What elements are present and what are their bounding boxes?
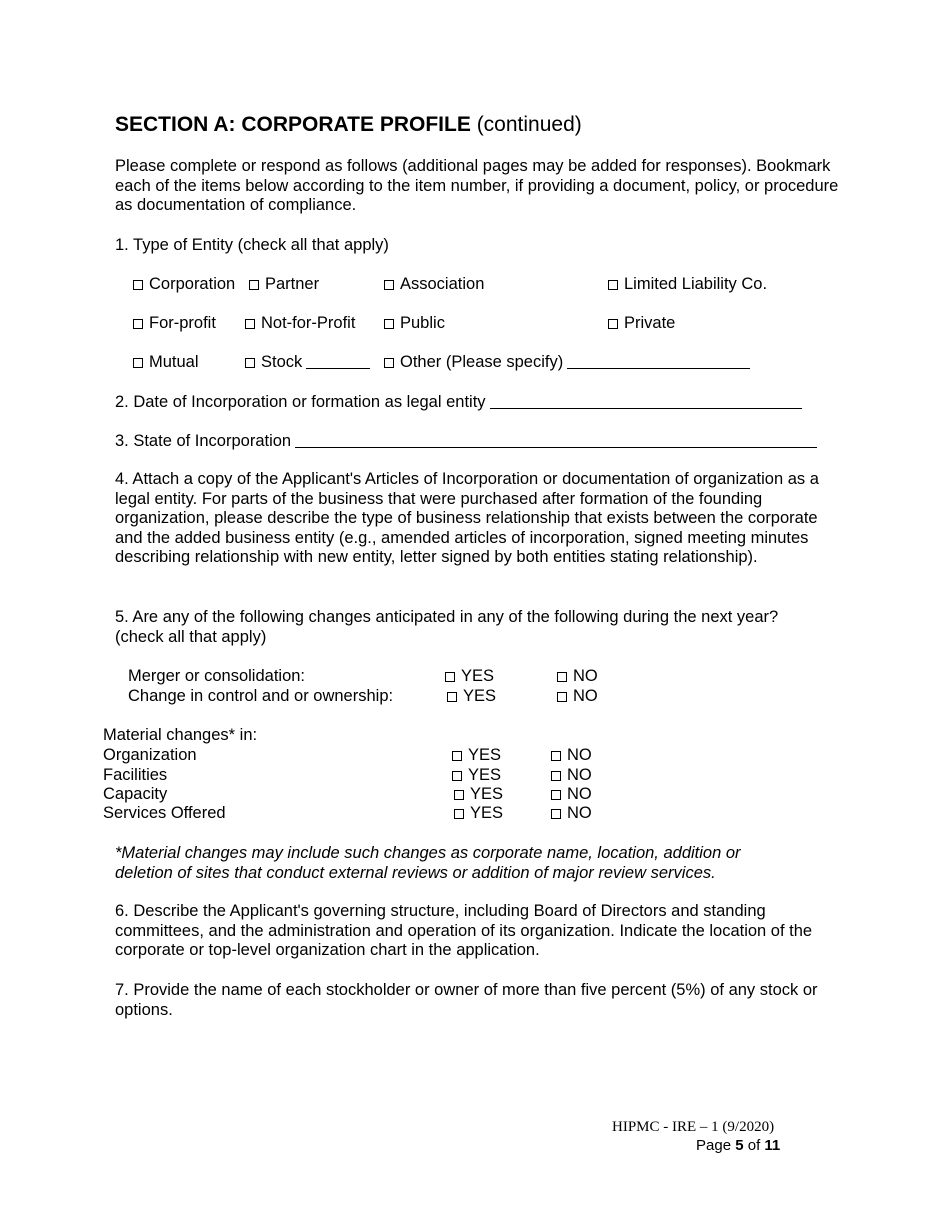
- option-label: Public: [400, 314, 445, 332]
- material-facilities-yes[interactable]: [452, 765, 501, 785]
- change-merger-no[interactable]: [557, 666, 598, 686]
- yes-label: YES: [468, 766, 502, 784]
- page-word: Page: [696, 1137, 732, 1154]
- q1-label: 1. Type of Entity (check all that apply): [115, 236, 389, 254]
- checkbox-icon[interactable]: [557, 672, 567, 682]
- option-corporation[interactable]: [133, 274, 235, 294]
- state-incorporation-line[interactable]: [295, 432, 817, 448]
- option-label: Not-for-Profit: [261, 314, 356, 332]
- checkbox-icon[interactable]: [452, 771, 462, 781]
- q6-paragraph: 6. Describe the Applicant's governing structure, including Board of Directors and standing committees, and the administration and operation of its organization. Indicate the location of the corporate or top-level organization chart in the application.: [115, 902, 813, 960]
- yes-label: YES: [463, 687, 497, 705]
- intro-paragraph: Please complete or respond as follows (additional pages may be added for responses). Bookmark each of the items below according to the item number, if providing a document, policy, or procedure as documentation of compliance.: [115, 157, 839, 215]
- checkbox-icon[interactable]: [384, 280, 394, 290]
- option-association[interactable]: [384, 274, 484, 294]
- checkbox-icon[interactable]: [452, 751, 462, 761]
- no-label: NO: [567, 746, 592, 764]
- page-of: of: [747, 1137, 761, 1154]
- checkbox-icon[interactable]: [447, 692, 457, 702]
- yes-label: YES: [468, 746, 502, 764]
- section-title: [115, 112, 582, 138]
- checkbox-icon[interactable]: [133, 319, 143, 329]
- q5-label: 5. Are any of the following changes anticipated in any of the following during the next year? (check all that apply): [115, 608, 779, 646]
- option-label: Other (Please specify): [400, 353, 564, 371]
- option-other[interactable]: [384, 352, 750, 372]
- option-label: Mutual: [149, 353, 199, 371]
- checkbox-icon[interactable]: [557, 692, 567, 702]
- section-title-text: SECTION A: CORPORATE PROFILE: [115, 113, 471, 136]
- form-code: HIPMC - IRE – 1 (9/2020): [612, 1119, 775, 1135]
- q3-label: 3. State of Incorporation: [115, 432, 292, 450]
- change-control-label: Change in control and or ownership:: [128, 687, 394, 705]
- option-stock[interactable]: [245, 352, 370, 372]
- option-label: Partner: [265, 275, 320, 293]
- yes-label: YES: [461, 667, 495, 685]
- material-facilities-no[interactable]: [551, 765, 592, 785]
- page-current: 5: [735, 1137, 744, 1154]
- material-services-label: Services Offered: [103, 804, 226, 822]
- q4-paragraph: 4. Attach a copy of the Applicant's Articles of Incorporation or documentation of organization as a legal entity. For parts of the business that were purchased after formation of the founding organization, please describe the type of business relationship that exists between the corporate and the added business entity (e.g., amended articles of incorporation, signed meeting minutes describing relationship with new entity, letter signed by both entities stating relationship).: [115, 470, 819, 567]
- checkbox-icon[interactable]: [249, 280, 259, 290]
- option-partner[interactable]: [249, 274, 319, 294]
- material-services-yes[interactable]: [454, 803, 503, 823]
- checkbox-icon[interactable]: [454, 809, 464, 819]
- option-llc[interactable]: [608, 274, 767, 294]
- option-not-for-profit[interactable]: [245, 313, 355, 333]
- incorporation-date-line[interactable]: [490, 393, 802, 409]
- no-label: NO: [567, 804, 592, 822]
- q2-label: 2. Date of Incorporation or formation as legal entity: [115, 393, 486, 411]
- checkbox-icon[interactable]: [384, 319, 394, 329]
- checkbox-icon[interactable]: [608, 319, 618, 329]
- checkbox-icon[interactable]: [245, 319, 255, 329]
- checkbox-icon[interactable]: [608, 280, 618, 290]
- checkbox-icon[interactable]: [551, 809, 561, 819]
- no-label: NO: [567, 766, 592, 784]
- checkbox-icon[interactable]: [245, 358, 255, 368]
- material-organization-label: Organization: [103, 746, 197, 764]
- change-control-yes[interactable]: [447, 686, 496, 706]
- option-label: Association: [400, 275, 485, 293]
- option-label: Corporation: [149, 275, 236, 293]
- change-control-no[interactable]: [557, 686, 598, 706]
- page-total: 11: [764, 1137, 781, 1154]
- option-private[interactable]: [608, 313, 675, 333]
- checkbox-icon[interactable]: [551, 751, 561, 761]
- material-capacity-yes[interactable]: [454, 784, 503, 804]
- checkbox-icon[interactable]: [133, 358, 143, 368]
- q2-field: [115, 392, 802, 412]
- material-organization-no[interactable]: [551, 745, 592, 765]
- option-label: Private: [624, 314, 676, 332]
- no-label: NO: [567, 785, 592, 803]
- checkbox-icon[interactable]: [445, 672, 455, 682]
- material-organization-yes[interactable]: [452, 745, 501, 765]
- option-public[interactable]: [384, 313, 445, 333]
- checkbox-icon[interactable]: [551, 790, 561, 800]
- option-label: Limited Liability Co.: [624, 275, 768, 293]
- checkbox-icon[interactable]: [384, 358, 394, 368]
- change-merger-yes[interactable]: [445, 666, 494, 686]
- q3-field: [115, 431, 817, 451]
- option-for-profit[interactable]: [133, 313, 216, 333]
- checkbox-icon[interactable]: [551, 771, 561, 781]
- material-services-no[interactable]: [551, 803, 592, 823]
- checkbox-icon[interactable]: [133, 280, 143, 290]
- yes-label: YES: [470, 804, 504, 822]
- no-label: NO: [573, 667, 598, 685]
- option-label: Stock: [261, 353, 303, 371]
- yes-label: YES: [470, 785, 504, 803]
- material-capacity-no[interactable]: [551, 784, 592, 804]
- material-facilities-label: Facilities: [103, 766, 168, 784]
- option-mutual[interactable]: [133, 352, 199, 372]
- no-label: NO: [573, 687, 598, 705]
- change-merger-label: Merger or consolidation:: [128, 667, 306, 685]
- material-note: *Material changes may include such changes as corporate name, location, addition or deletion of sites that conduct external reviews or addition of major review services.: [115, 844, 741, 882]
- material-heading: Material changes* in:: [103, 726, 258, 744]
- other-specify-line[interactable]: [567, 353, 750, 369]
- page-number: [696, 1136, 780, 1156]
- material-capacity-label: Capacity: [103, 785, 168, 803]
- checkbox-icon[interactable]: [454, 790, 464, 800]
- stock-blank-line[interactable]: [306, 353, 370, 369]
- option-label: For-profit: [149, 314, 216, 332]
- q7-paragraph: 7. Provide the name of each stockholder or owner of more than five percent (5%) of any stock or options.: [115, 981, 818, 1019]
- section-continued: (continued): [476, 113, 582, 136]
